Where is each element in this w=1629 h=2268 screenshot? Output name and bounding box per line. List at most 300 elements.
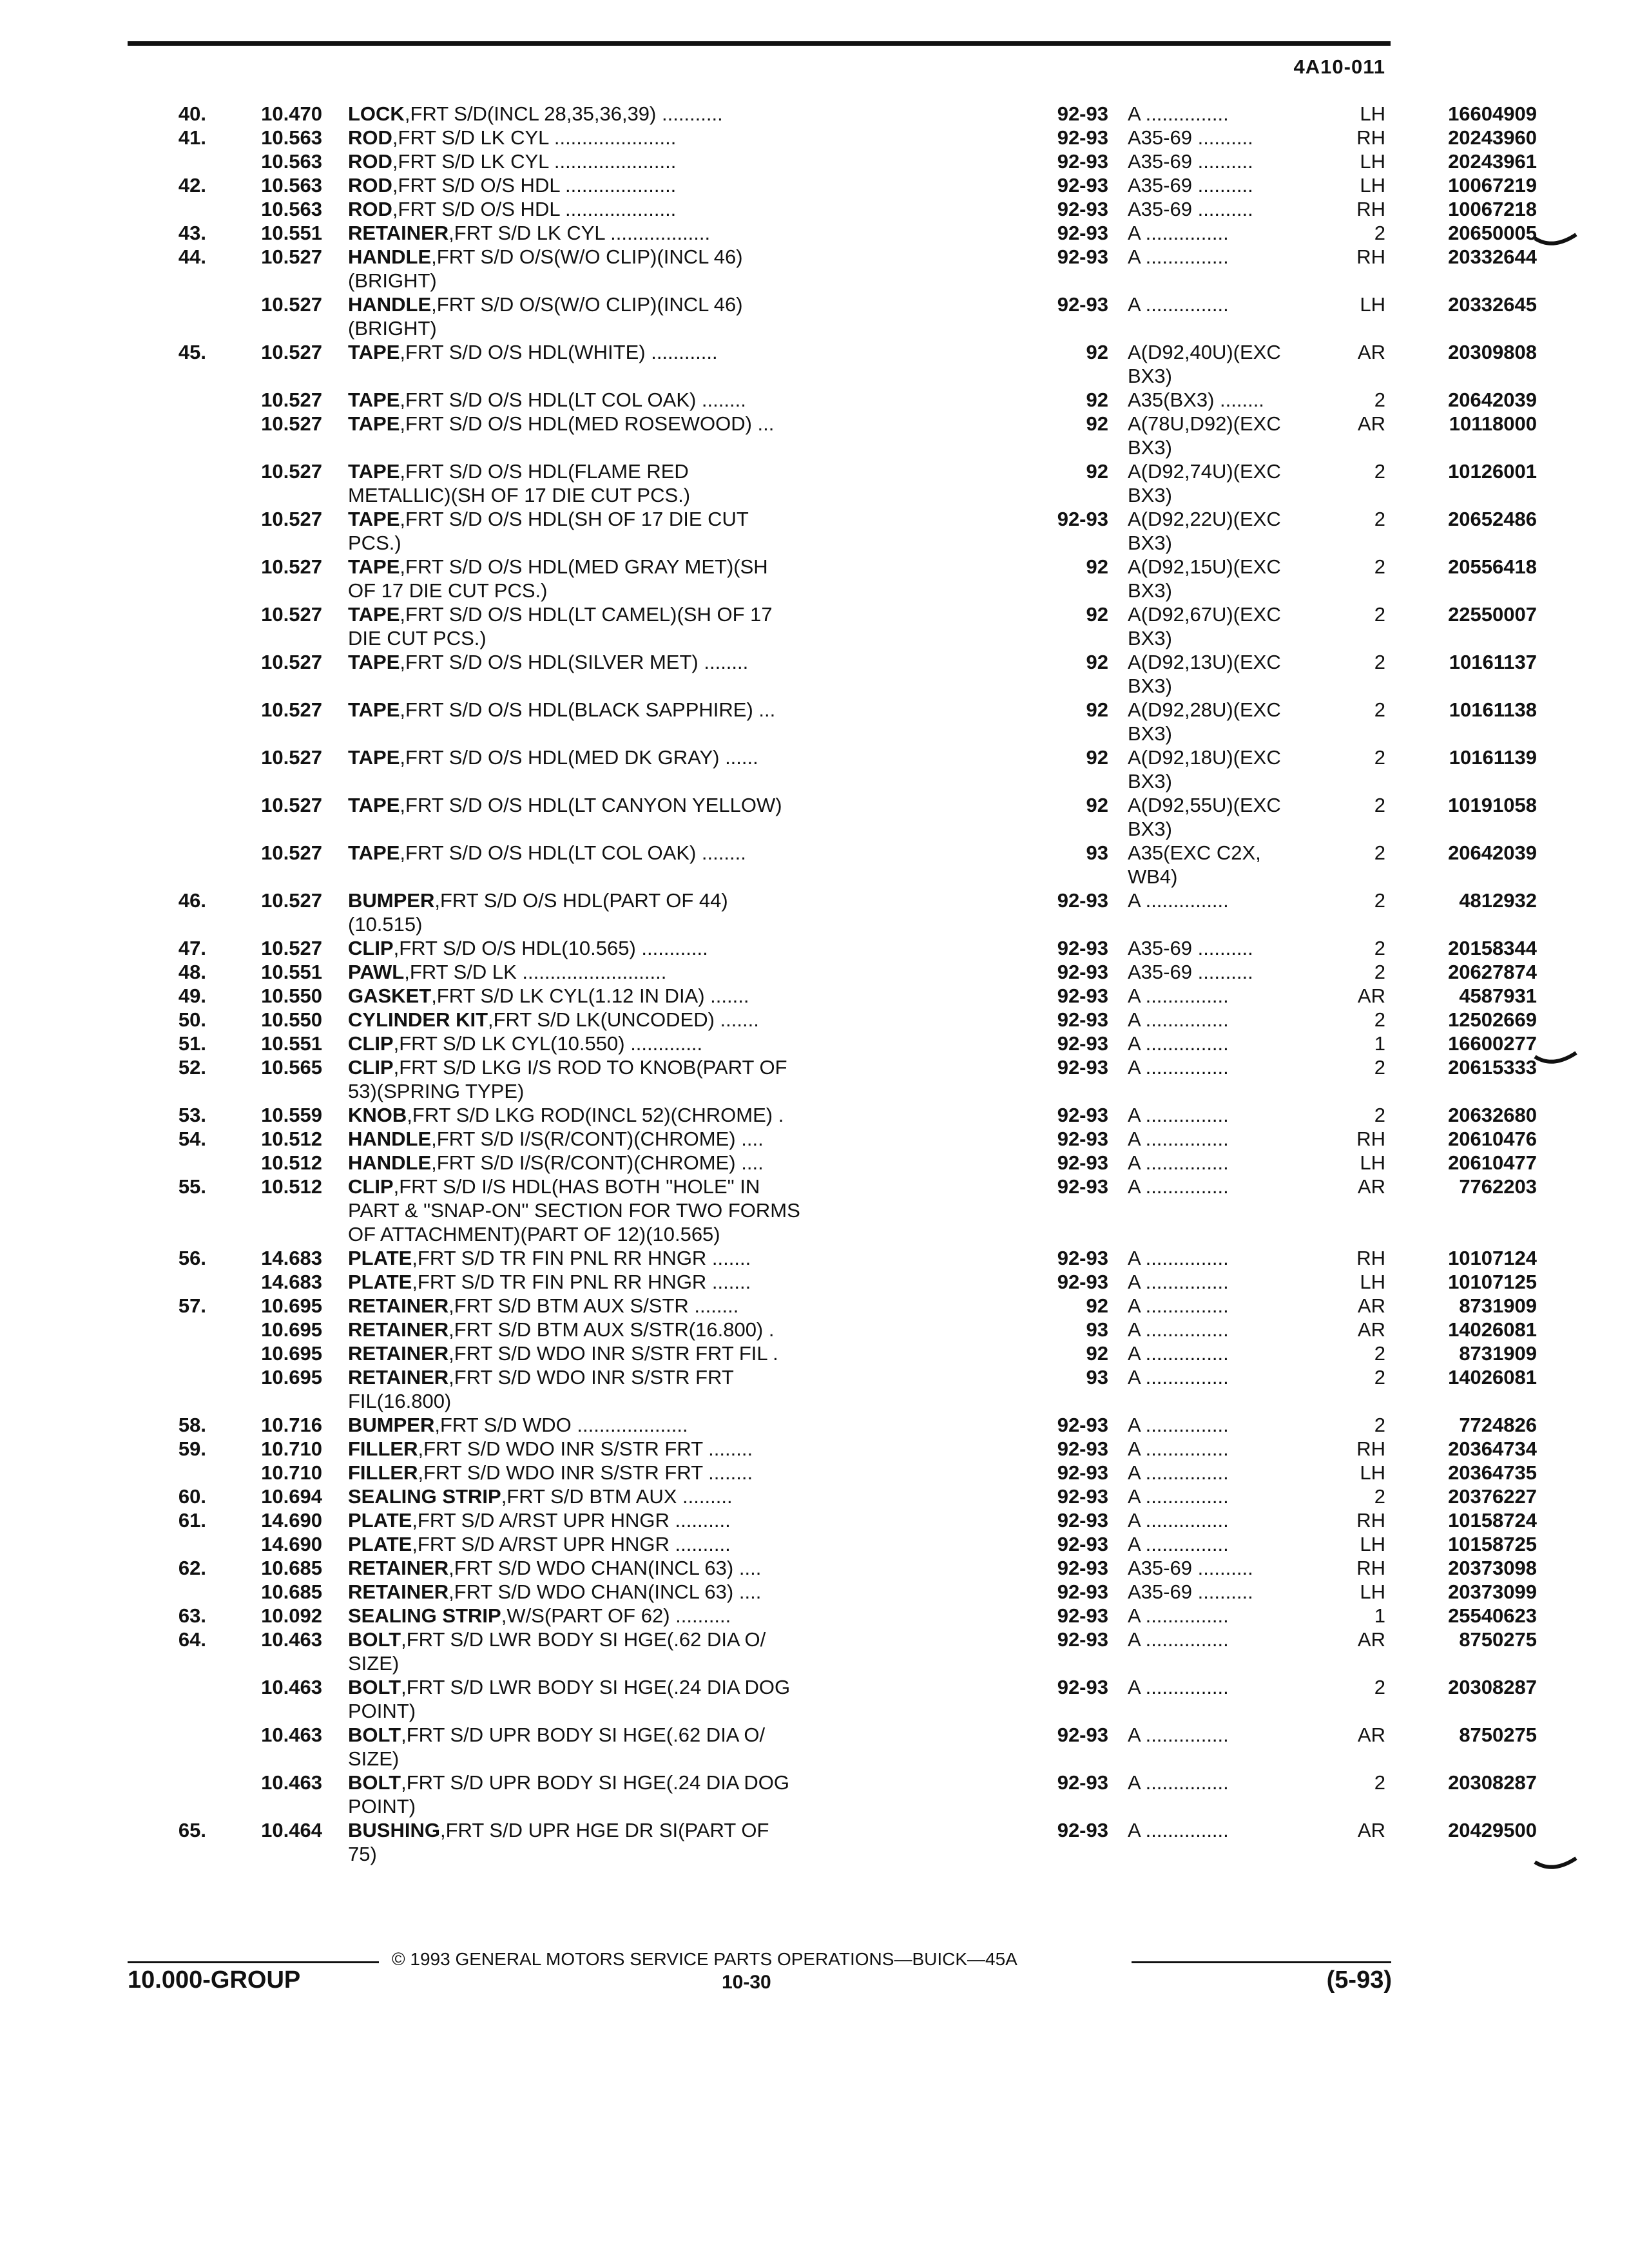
part-detail: ,FRT S/D WDO INR S/STR FRT FIL(16.800) <box>348 1366 734 1412</box>
model-year: 92-93 <box>1057 1271 1108 1293</box>
table-row <box>148 1103 1537 1127</box>
part-name: GASKET <box>348 985 432 1007</box>
group-number: 10.563 <box>261 198 322 220</box>
part-name: LOCK <box>348 102 405 125</box>
item-number: 41. <box>178 126 206 149</box>
page-number: 10-30 <box>722 1972 771 1993</box>
part-description <box>348 1032 1018 1055</box>
table-row <box>148 1675 1537 1723</box>
quantity: RH <box>1356 1509 1385 1532</box>
table-row <box>148 1532 1537 1556</box>
table-row <box>148 1485 1537 1508</box>
table-row <box>148 1723 1537 1771</box>
part-number: 10067219 <box>1448 174 1537 197</box>
model-year: 92-93 <box>1057 126 1108 149</box>
table-row <box>148 555 1537 602</box>
model-year: 92-93 <box>1057 245 1108 268</box>
part-number: 20610476 <box>1448 1128 1537 1150</box>
item-number: 45. <box>178 341 206 363</box>
part-description <box>348 1246 1018 1270</box>
group-number: 10.527 <box>261 293 322 316</box>
table-row <box>148 1580 1537 1604</box>
part-name: TAPE <box>348 603 400 626</box>
quantity: 2 <box>1374 698 1385 721</box>
item-number: 50. <box>178 1008 206 1031</box>
part-detail: ,FRT S/D WDO CHAN(INCL 63) .... <box>448 1581 762 1603</box>
quantity: 2 <box>1374 746 1385 769</box>
part-number: 22550007 <box>1448 603 1537 626</box>
table-row <box>148 1294 1537 1318</box>
group-number: 10.550 <box>261 1008 322 1031</box>
part-detail: ,FRT S/D O/S HDL(MED ROSEWOOD) ... <box>400 412 775 435</box>
group-number: 10.527 <box>261 794 322 816</box>
group-number: 10.551 <box>261 1032 322 1055</box>
model-year: 92-93 <box>1057 1414 1108 1436</box>
group-number: 10.527 <box>261 889 322 912</box>
part-number: 25540623 <box>1448 1604 1537 1627</box>
quantity: LH <box>1360 293 1385 316</box>
quantity: 2 <box>1374 1485 1385 1508</box>
part-number: 20309808 <box>1448 341 1537 363</box>
part-name: HANDLE <box>348 1128 432 1150</box>
model-application: A(D92,18U)(EXC BX3) <box>1128 746 1281 793</box>
quantity: 2 <box>1374 794 1385 816</box>
group-number: 10.551 <box>261 222 322 244</box>
model-application: A35-69 .......... <box>1128 937 1253 959</box>
quantity: 1 <box>1374 1032 1385 1055</box>
model-year: 92 <box>1086 555 1108 578</box>
model-application: A(78U,D92)(EXC BX3) <box>1128 412 1281 459</box>
part-number: 10161137 <box>1449 651 1537 673</box>
part-number: 4812932 <box>1459 889 1537 912</box>
part-number: 20556418 <box>1448 555 1537 578</box>
model-application: A(D92,67U)(EXC BX3) <box>1128 603 1281 649</box>
footer-rule <box>1132 1961 1391 1963</box>
part-detail: ,FRT S/D TR FIN PNL RR HNGR ....... <box>412 1247 751 1269</box>
quantity: AR <box>1357 985 1385 1007</box>
part-number: 14026081 <box>1448 1318 1537 1341</box>
quantity: 2 <box>1374 1414 1385 1436</box>
table-row <box>148 459 1537 507</box>
quantity: RH <box>1356 1128 1385 1150</box>
part-detail: ,FRT S/D O/S HDL(BLACK SAPPHIRE) ... <box>400 698 776 721</box>
part-detail: ,FRT S/D WDO CHAN(INCL 63) .... <box>448 1557 762 1579</box>
part-detail: ,W/S(PART OF 62) .......... <box>501 1604 731 1627</box>
part-name: ROD <box>348 126 392 149</box>
quantity: 2 <box>1374 889 1385 912</box>
part-detail: ,FRT S/D LK .......................... <box>404 961 667 983</box>
part-number: 20652486 <box>1448 508 1537 530</box>
model-application: A ............... <box>1128 1271 1229 1293</box>
part-name: HANDLE <box>348 1151 432 1174</box>
part-description <box>348 293 1018 340</box>
table-row <box>148 1270 1537 1294</box>
model-application: A ............... <box>1128 1056 1229 1079</box>
group-number: 10.695 <box>261 1366 322 1389</box>
quantity: LH <box>1360 1461 1385 1484</box>
model-application: A ............... <box>1128 1461 1229 1484</box>
table-row <box>148 960 1537 984</box>
part-name: PLATE <box>348 1247 412 1269</box>
group-number: 10.695 <box>261 1294 322 1317</box>
table-row <box>148 745 1537 793</box>
table-row <box>148 507 1537 555</box>
model-year: 92-93 <box>1057 222 1108 244</box>
model-year: 92-93 <box>1057 1128 1108 1150</box>
group-number: 10.512 <box>261 1151 322 1174</box>
part-detail: ,FRT S/D O/S HDL(LT COL OAK) ........ <box>400 841 746 864</box>
item-number: 56. <box>178 1247 206 1269</box>
part-description <box>348 1628 1018 1675</box>
quantity: LH <box>1360 1533 1385 1555</box>
part-number: 20642039 <box>1448 841 1537 864</box>
item-number: 43. <box>178 222 206 244</box>
part-number: 20627874 <box>1448 961 1537 983</box>
table-row <box>148 1341 1537 1365</box>
item-number: 65. <box>178 1819 206 1841</box>
table-row <box>148 1556 1537 1580</box>
part-detail: ,FRT S/D UPR HGE DR SI(PART OF 75) <box>348 1819 769 1865</box>
group-number: 10.710 <box>261 1437 322 1460</box>
group-number: 10.685 <box>261 1581 322 1603</box>
quantity: AR <box>1357 1819 1385 1841</box>
model-year: 92-93 <box>1057 508 1108 530</box>
model-application: A35(EXC C2X, WB4) <box>1128 841 1261 888</box>
model-year: 92-93 <box>1057 198 1108 220</box>
margin-mark <box>1534 1044 1579 1070</box>
quantity: 2 <box>1374 961 1385 983</box>
part-description <box>348 1175 1018 1246</box>
part-name: BUMPER <box>348 1414 435 1436</box>
part-detail: ,FRT S/D O/S HDL(10.565) ............ <box>393 937 708 959</box>
model-application: A ............... <box>1128 1604 1229 1627</box>
group-number: 10.463 <box>261 1771 322 1794</box>
model-year: 92-93 <box>1057 985 1108 1007</box>
quantity: 2 <box>1374 222 1385 244</box>
quantity: LH <box>1360 1581 1385 1603</box>
part-detail: ,FRT S/D LKG ROD(INCL 52)(CHROME) . <box>407 1104 784 1126</box>
model-application: A ............... <box>1128 293 1229 316</box>
model-application: A35-69 .......... <box>1128 150 1253 173</box>
model-application: A ............... <box>1128 1104 1229 1126</box>
part-detail: ,FRT S/D LK CYL(10.550) ............. <box>393 1032 703 1055</box>
part-detail: ,FRT S/D TR FIN PNL RR HNGR ....... <box>412 1271 751 1293</box>
part-name: BOLT <box>348 1771 401 1794</box>
model-year: 92-93 <box>1057 1151 1108 1174</box>
group-number: 10.463 <box>261 1628 322 1651</box>
table-row <box>148 245 1537 293</box>
model-year: 92-93 <box>1057 1056 1108 1079</box>
quantity: 2 <box>1374 1771 1385 1794</box>
model-application: A(D92,28U)(EXC BX3) <box>1128 698 1281 745</box>
item-number: 46. <box>178 889 206 912</box>
model-application: A ............... <box>1128 1294 1229 1317</box>
group-number: 10.527 <box>261 651 322 673</box>
table-row <box>148 1604 1537 1628</box>
group-number: 10.092 <box>261 1604 322 1627</box>
part-name: CLIP <box>348 937 394 959</box>
part-number: 20376227 <box>1448 1485 1537 1508</box>
item-number: 51. <box>178 1032 206 1055</box>
group-number: 10.565 <box>261 1056 322 1079</box>
part-detail: ,FRT S/D O/S HDL(FLAME RED METALLIC)(SH OF 17 DIE CUT PCS.) <box>348 460 691 506</box>
model-year: 92 <box>1086 746 1108 769</box>
part-detail: ,FRT S/D O/S HDL(MED DK GRAY) ...... <box>400 746 758 769</box>
part-number: 20642039 <box>1448 389 1537 411</box>
model-year: 92-93 <box>1057 1771 1108 1794</box>
group-number: 10.527 <box>261 937 322 959</box>
model-application: A ............... <box>1128 1771 1229 1794</box>
model-application: A35-69 .......... <box>1128 174 1253 197</box>
table-row <box>148 126 1537 149</box>
part-description <box>348 1771 1018 1818</box>
model-year: 92-93 <box>1057 102 1108 125</box>
top-rule <box>128 41 1391 46</box>
model-year: 92-93 <box>1057 1437 1108 1460</box>
part-number: 16604909 <box>1448 102 1537 125</box>
part-name: CYLINDER KIT <box>348 1008 488 1031</box>
model-application: A ............... <box>1128 1318 1229 1341</box>
part-detail: ,FRT S/D A/RST UPR HNGR .......... <box>412 1533 731 1555</box>
model-application: A ............... <box>1128 1151 1229 1174</box>
part-detail: ,FRT S/D LK(UNCODED) ....... <box>488 1008 759 1031</box>
part-description <box>348 102 1018 126</box>
part-detail: ,FRT S/D WDO INR S/STR FRT ........ <box>418 1437 753 1460</box>
part-detail: ,FRT S/D O/S HDL(LT COL OAK) ........ <box>400 389 746 411</box>
part-name: BUMPER <box>348 889 435 912</box>
part-name: ROD <box>348 150 392 173</box>
model-year: 93 <box>1086 1366 1108 1389</box>
model-year: 92-93 <box>1057 961 1108 983</box>
part-detail: ,FRT S/D LK CYL ...................... <box>392 150 677 173</box>
item-number: 57. <box>178 1294 206 1317</box>
part-detail: ,FRT S/D O/S HDL(MED GRAY MET)(SH OF 17 DIE CUT PCS.) <box>348 555 768 602</box>
item-number: 62. <box>178 1557 206 1579</box>
part-name: SEALING STRIP <box>348 1604 501 1627</box>
quantity: LH <box>1360 174 1385 197</box>
model-year: 93 <box>1086 1318 1108 1341</box>
part-detail: ,FRT S/D LWR BODY SI HGE(.24 DIA DOG POINT) <box>348 1676 791 1722</box>
part-description <box>348 1055 1018 1103</box>
model-application: A35-69 .......... <box>1128 126 1253 149</box>
model-year: 92-93 <box>1057 174 1108 197</box>
model-year: 92 <box>1086 412 1108 435</box>
table-row <box>148 1055 1537 1103</box>
part-name: TAPE <box>348 389 400 411</box>
table-row <box>148 1413 1537 1437</box>
table-row <box>148 1151 1537 1175</box>
part-number: 16600277 <box>1448 1032 1537 1055</box>
group-number: 10.695 <box>261 1342 322 1365</box>
quantity: 2 <box>1374 937 1385 959</box>
item-number: 60. <box>178 1485 206 1508</box>
model-application: A35-69 .......... <box>1128 1581 1253 1603</box>
part-name: HANDLE <box>348 293 432 316</box>
part-number: 20429500 <box>1448 1819 1537 1841</box>
group-number: 10.551 <box>261 961 322 983</box>
model-application: A ............... <box>1128 985 1229 1007</box>
model-application: A ............... <box>1128 1724 1229 1746</box>
model-year: 92-93 <box>1057 1247 1108 1269</box>
part-description <box>348 149 1018 173</box>
group-number: 14.690 <box>261 1533 322 1555</box>
model-application: A ............... <box>1128 222 1229 244</box>
model-application: A ............... <box>1128 1533 1229 1555</box>
model-year: 92-93 <box>1057 293 1108 316</box>
part-description <box>348 1675 1018 1723</box>
model-year: 92 <box>1086 603 1108 626</box>
part-name: RETAINER <box>348 1366 449 1389</box>
quantity: AR <box>1357 1318 1385 1341</box>
part-description <box>348 1723 1018 1771</box>
table-row <box>148 1461 1537 1485</box>
part-description <box>348 173 1018 197</box>
part-description <box>348 1318 1018 1341</box>
part-detail: ,FRT S/D A/RST UPR HNGR .......... <box>412 1509 731 1532</box>
part-name: PLATE <box>348 1533 412 1555</box>
part-detail: ,FRT S/D O/S HDL(PART OF 44) (10.515) <box>348 889 728 936</box>
part-number: 10107124 <box>1448 1247 1537 1269</box>
footer-rule <box>128 1961 379 1963</box>
group-number: 10.527 <box>261 341 322 363</box>
table-row <box>148 197 1537 221</box>
table-row <box>148 173 1537 197</box>
group-label: 10.000-GROUP <box>128 1966 301 1994</box>
part-name: TAPE <box>348 412 400 435</box>
part-description <box>348 1532 1018 1556</box>
quantity: 2 <box>1374 555 1385 578</box>
group-number: 10.527 <box>261 389 322 411</box>
part-name: RETAINER <box>348 222 449 244</box>
part-detail: ,FRT S/D BTM AUX ......... <box>501 1485 733 1508</box>
part-detail: ,FRT S/D LKG I/S ROD TO KNOB(PART OF 53)(SPRING TYPE) <box>348 1056 787 1102</box>
part-detail: ,FRT S/D WDO INR S/STR FRT ........ <box>418 1461 753 1484</box>
item-number: 63. <box>178 1604 206 1627</box>
table-row <box>148 221 1537 245</box>
part-number: 20373098 <box>1448 1557 1537 1579</box>
part-description <box>348 960 1018 984</box>
part-description <box>348 412 1018 436</box>
item-number: 47. <box>178 937 206 959</box>
part-name: BOLT <box>348 1676 401 1698</box>
part-detail: ,FRT S/D O/S(W/O CLIP)(INCL 46) (BRIGHT) <box>348 293 743 340</box>
quantity: 2 <box>1374 1366 1385 1389</box>
table-row <box>148 1628 1537 1675</box>
part-description <box>348 745 1018 769</box>
part-description <box>348 984 1018 1008</box>
part-name: RETAINER <box>348 1318 449 1341</box>
table-row <box>148 412 1537 459</box>
model-application: A ............... <box>1128 1247 1229 1269</box>
model-year: 92-93 <box>1057 1724 1108 1746</box>
part-number: 20243960 <box>1448 126 1537 149</box>
part-number: 10067218 <box>1448 198 1537 220</box>
quantity: RH <box>1356 198 1385 220</box>
part-detail: ,FRT S/D(INCL 28,35,36,39) ........... <box>404 102 723 125</box>
model-year: 93 <box>1086 841 1108 864</box>
part-number: 8731909 <box>1459 1342 1537 1365</box>
part-description <box>348 936 1018 960</box>
quantity: LH <box>1360 150 1385 173</box>
part-number: 10107125 <box>1448 1271 1537 1293</box>
part-name: RETAINER <box>348 1342 449 1365</box>
table-row <box>148 650 1537 698</box>
model-application: A ............... <box>1128 1485 1229 1508</box>
group-number: 10.563 <box>261 126 322 149</box>
group-number: 14.690 <box>261 1509 322 1532</box>
part-number: 10126001 <box>1448 460 1537 483</box>
model-application: A(D92,13U)(EXC BX3) <box>1128 651 1281 697</box>
model-application: A ............... <box>1128 1128 1229 1150</box>
part-name: TAPE <box>348 651 400 673</box>
part-description <box>348 1580 1018 1604</box>
table-row <box>148 793 1537 841</box>
part-name: SEALING STRIP <box>348 1485 501 1508</box>
part-name: CLIP <box>348 1032 394 1055</box>
part-description <box>348 221 1018 245</box>
part-detail: ,FRT S/D LWR BODY SI HGE(.62 DIA O/ SIZE) <box>348 1628 766 1675</box>
model-year: 92-93 <box>1057 1032 1108 1055</box>
part-detail: ,FRT S/D WDO INR S/STR FRT FIL . <box>448 1342 778 1365</box>
part-detail: ,FRT S/D O/S HDL(LT CANYON YELLOW) <box>400 794 782 816</box>
group-number: 10.710 <box>261 1461 322 1484</box>
quantity: LH <box>1360 1271 1385 1293</box>
part-name: TAPE <box>348 841 400 864</box>
quantity: AR <box>1357 341 1385 363</box>
model-application: A ............... <box>1128 1628 1229 1651</box>
table-row <box>148 1318 1537 1341</box>
model-year: 92-93 <box>1057 1104 1108 1126</box>
part-detail: ,FRT S/D O/S HDL(LT CAMEL)(SH OF 17 DIE CUT PCS.) <box>348 603 773 649</box>
part-number: 8750275 <box>1459 1724 1537 1746</box>
model-application: A(D92,22U)(EXC BX3) <box>1128 508 1281 554</box>
quantity: 2 <box>1374 1008 1385 1031</box>
model-year: 92-93 <box>1057 1008 1108 1031</box>
item-number: 48. <box>178 961 206 983</box>
part-name: BUSHING <box>348 1819 440 1841</box>
part-detail: ,FRT S/D UPR BODY SI HGE(.62 DIA O/ SIZE) <box>348 1724 766 1770</box>
table-row <box>148 1246 1537 1270</box>
model-application: A ............... <box>1128 1414 1229 1436</box>
part-detail: ,FRT S/D LK CYL(1.12 IN DIA) ....... <box>431 985 749 1007</box>
quantity: LH <box>1360 1151 1385 1174</box>
item-number: 64. <box>178 1628 206 1651</box>
group-number: 10.527 <box>261 746 322 769</box>
group-number: 10.512 <box>261 1128 322 1150</box>
model-application: A35(BX3) ........ <box>1128 389 1264 411</box>
table-row <box>148 1437 1537 1461</box>
group-number: 10.694 <box>261 1485 322 1508</box>
part-name: ROD <box>348 198 392 220</box>
part-name: BOLT <box>348 1628 401 1651</box>
part-name: TAPE <box>348 341 400 363</box>
part-name: TAPE <box>348 555 400 578</box>
part-detail: ,FRT S/D O/S HDL .................... <box>392 174 677 197</box>
part-number: 20364734 <box>1448 1437 1537 1460</box>
group-number: 10.527 <box>261 555 322 578</box>
model-year: 92-93 <box>1057 150 1108 173</box>
model-application: A ............... <box>1128 1676 1229 1698</box>
model-application: A ............... <box>1128 1819 1229 1841</box>
part-name: TAPE <box>348 698 400 721</box>
model-year: 92-93 <box>1057 1676 1108 1698</box>
table-row <box>148 984 1537 1008</box>
table-row <box>148 1771 1537 1818</box>
model-application: A ............... <box>1128 245 1229 268</box>
model-year: 92-93 <box>1057 1533 1108 1555</box>
part-detail: ,FRT S/D WDO .................... <box>434 1414 688 1436</box>
part-description <box>348 602 1018 650</box>
